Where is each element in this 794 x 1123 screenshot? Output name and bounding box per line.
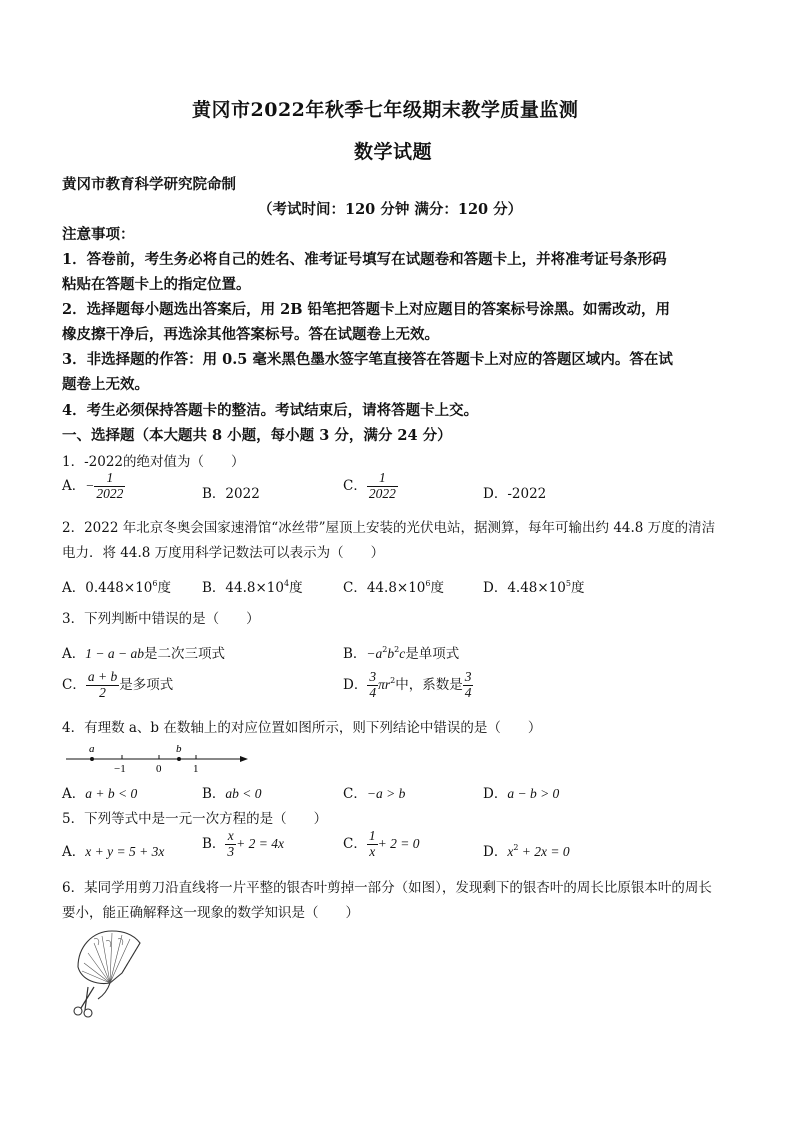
- q2-option-d: [483, 576, 584, 596]
- option-label: C．: [343, 580, 367, 596]
- exponent: 2: [394, 645, 400, 654]
- option-label: D．: [483, 580, 508, 596]
- option-text: 是多项式: [119, 676, 174, 693]
- point-a: [90, 757, 94, 761]
- q1-option-c: [343, 471, 398, 502]
- note-3-line-2: 题卷上无效。: [62, 376, 149, 393]
- expr: 44.8×10: [225, 580, 284, 596]
- exponent: 2: [382, 645, 388, 654]
- option-label: C．: [343, 477, 367, 494]
- question-6-stem-line-2: 要小，能正确解释这一现象的数学知识是（ ）: [62, 905, 359, 921]
- note-2-line-1: 2．选择题每小题选出答案后，用 2B 铅笔把答题卡上对应题目的答案标号涂黑。如需改动，用: [62, 301, 671, 318]
- expr: −a > b: [366, 786, 406, 801]
- option-label: B．: [343, 646, 367, 662]
- issuer-line: 黄冈市教育科学研究院命制: [62, 176, 236, 193]
- q2-option-c: [343, 576, 444, 596]
- number-line-figure: [62, 740, 252, 776]
- exponent: 6: [152, 579, 158, 588]
- option-label: D．: [483, 844, 508, 860]
- expr: b: [387, 646, 395, 661]
- unit: 度: [289, 580, 303, 596]
- denominator: 2022: [96, 485, 124, 501]
- fraction: [367, 829, 378, 860]
- option-label: C．: [343, 786, 367, 802]
- option-text: 是单项式: [405, 646, 460, 662]
- q2-option-b: [202, 576, 303, 596]
- cut-line: [122, 943, 140, 973]
- q1-option-b: B．2022: [202, 486, 260, 502]
- exam-subtitle: 数学试题: [354, 141, 433, 163]
- numerator: x: [227, 828, 234, 843]
- q1-option-a: [62, 471, 125, 502]
- exponent: 5: [565, 579, 571, 588]
- option-label: B．: [202, 580, 226, 596]
- fraction: [86, 670, 119, 701]
- q3-option-b: [343, 642, 459, 662]
- q2-option-a: [62, 576, 171, 596]
- option-label: A．: [62, 646, 86, 662]
- expr: + 2 = 4x: [236, 835, 285, 851]
- option-label: D．: [483, 786, 508, 802]
- fraction: [94, 471, 125, 502]
- note-1-line-1: 1．答卷前，考生务必将自己的姓名、准考证号填写在试题卷和答题卡上，并将准考证号条形码: [62, 251, 667, 268]
- expr: a + b < 0: [85, 786, 138, 801]
- unit: 度: [430, 580, 444, 596]
- label-a: a: [89, 743, 95, 755]
- question-5-stem: 5．下列等式中是一元一次方程的是（ ）: [62, 811, 328, 827]
- expr: + 2 = 0: [377, 835, 420, 851]
- option-label: A．: [62, 844, 86, 860]
- exponent: 6: [425, 579, 431, 588]
- axis-arrow-icon: [240, 756, 248, 762]
- exponent: 2: [513, 843, 519, 852]
- option-label: A．: [62, 580, 86, 596]
- scissors-icon: [74, 987, 94, 1017]
- expr: c: [399, 646, 406, 661]
- denominator: x: [367, 844, 378, 860]
- question-3-stem: 3．下列判断中错误的是（ ）: [62, 611, 260, 627]
- expr: 0.448×10: [85, 580, 153, 596]
- denominator: 2: [86, 685, 119, 701]
- expr: + 2x = 0: [518, 844, 570, 859]
- expr: 1 − a − ab: [85, 646, 144, 661]
- expr: 4.48×10: [507, 580, 566, 596]
- q5-option-d: [483, 840, 570, 860]
- fraction: [225, 829, 236, 860]
- fraction: [367, 471, 398, 502]
- exam-info: （考试时间：120 分钟 满分：120 分）: [258, 201, 523, 218]
- expr: x + y = 5 + 3x: [85, 844, 165, 859]
- numerator: 1: [368, 828, 376, 843]
- q5-option-c: [343, 829, 419, 860]
- note-4: 4．考生必须保持答题卡的整洁。考试结束后，请将答题卡上交。: [62, 402, 479, 419]
- exponent: 4: [283, 579, 290, 588]
- option-label: C．: [62, 676, 86, 693]
- question-2-stem-line-2: 电力．将 44.8 万度用科学记数法可以表示为（ ）: [62, 545, 385, 561]
- tick-label-0: 0: [156, 763, 162, 775]
- expr: a − b > 0: [507, 786, 560, 801]
- q4-option-d: [483, 782, 559, 802]
- q3-option-d: [343, 670, 473, 701]
- denominator: 4: [464, 684, 472, 700]
- denominator: 3: [227, 843, 235, 859]
- option-label: A．: [62, 477, 86, 494]
- section-heading: 一、选择题（本大题共 8 小题，每小题 3 分，满分 24 分）: [62, 427, 452, 444]
- expr: x: [507, 844, 514, 859]
- leaf-texture: [94, 938, 123, 947]
- option-label: B．: [202, 786, 226, 802]
- label-b: b: [176, 743, 182, 755]
- option-label: D．: [343, 676, 368, 693]
- note-2-line-2: 橡皮擦干净后，再选涂其他答案标号。答在试题卷上无效。: [62, 326, 439, 343]
- exam-title: 黄冈市2022年秋季七年级期末教学质量监测: [192, 99, 579, 121]
- leaf-stem: [98, 983, 110, 999]
- unit: 度: [157, 580, 171, 596]
- q4-option-a: [62, 782, 137, 802]
- numerator: 1: [378, 470, 386, 485]
- q5-option-a: [62, 840, 164, 860]
- tick-label-1: 1: [193, 763, 199, 775]
- denominator: 4: [369, 684, 377, 700]
- q3-option-c: [62, 670, 173, 701]
- q4-option-b: [202, 782, 262, 802]
- point-b: [177, 757, 181, 761]
- option-label: A．: [62, 786, 86, 802]
- note-1-line-2: 粘贴在答题卡上的指定位置。: [62, 276, 251, 293]
- expr: ab < 0: [225, 786, 262, 801]
- fraction: [463, 670, 474, 701]
- expr: −a: [366, 646, 383, 661]
- exponent: 2: [390, 675, 396, 685]
- note-3-line-1: 3．非选择题的作答：用 0.5 毫米黑色墨水签字笔直接答在答题卡上对应的答题区域内。答在试: [62, 351, 673, 368]
- numerator: 3: [464, 669, 472, 684]
- notes-heading: 注意事项：: [62, 226, 135, 243]
- option-text: 中，系数是: [395, 676, 463, 693]
- option-label: B．: [202, 835, 226, 852]
- q4-option-c: [343, 782, 405, 802]
- minus-sign: −: [85, 477, 95, 493]
- unit: 度: [570, 580, 585, 596]
- denominator: 2022: [368, 485, 396, 501]
- ginkgo-leaf-scissors-figure: [64, 925, 164, 1020]
- expr: 44.8×10: [366, 580, 426, 596]
- q5-option-b: [202, 829, 284, 860]
- question-4-stem: 4．有理数 a、b 在数轴上的对应位置如图所示，则下列结论中错误的是（ ）: [62, 720, 542, 736]
- numerator: 1: [106, 470, 114, 485]
- tick-label-neg1: −1: [114, 763, 126, 775]
- option-text: 是二次三项式: [143, 646, 225, 662]
- numerator: a + b: [87, 669, 118, 684]
- question-1-stem: 1．-2022的绝对值为（ ）: [62, 454, 245, 470]
- question-6-stem-line-1: 6．某同学用剪刀沿直线将一片平整的银杏叶剪掉一部分（如图），发现剩下的银杏叶的周长比原银本叶的周长: [62, 880, 712, 896]
- q1-option-d: D．-2022: [483, 486, 547, 502]
- numerator: 3: [369, 669, 377, 684]
- q3-option-a: [62, 642, 225, 662]
- option-label: C．: [343, 835, 367, 852]
- fraction: [367, 670, 378, 701]
- question-2-stem-line-1: 2．2022 年北京冬奥会国家速滑馆“冰丝带”屋顶上安装的光伏电站，据测算，每年可输出约 44.8 万度的清洁: [62, 520, 716, 536]
- expr: πr: [378, 676, 391, 692]
